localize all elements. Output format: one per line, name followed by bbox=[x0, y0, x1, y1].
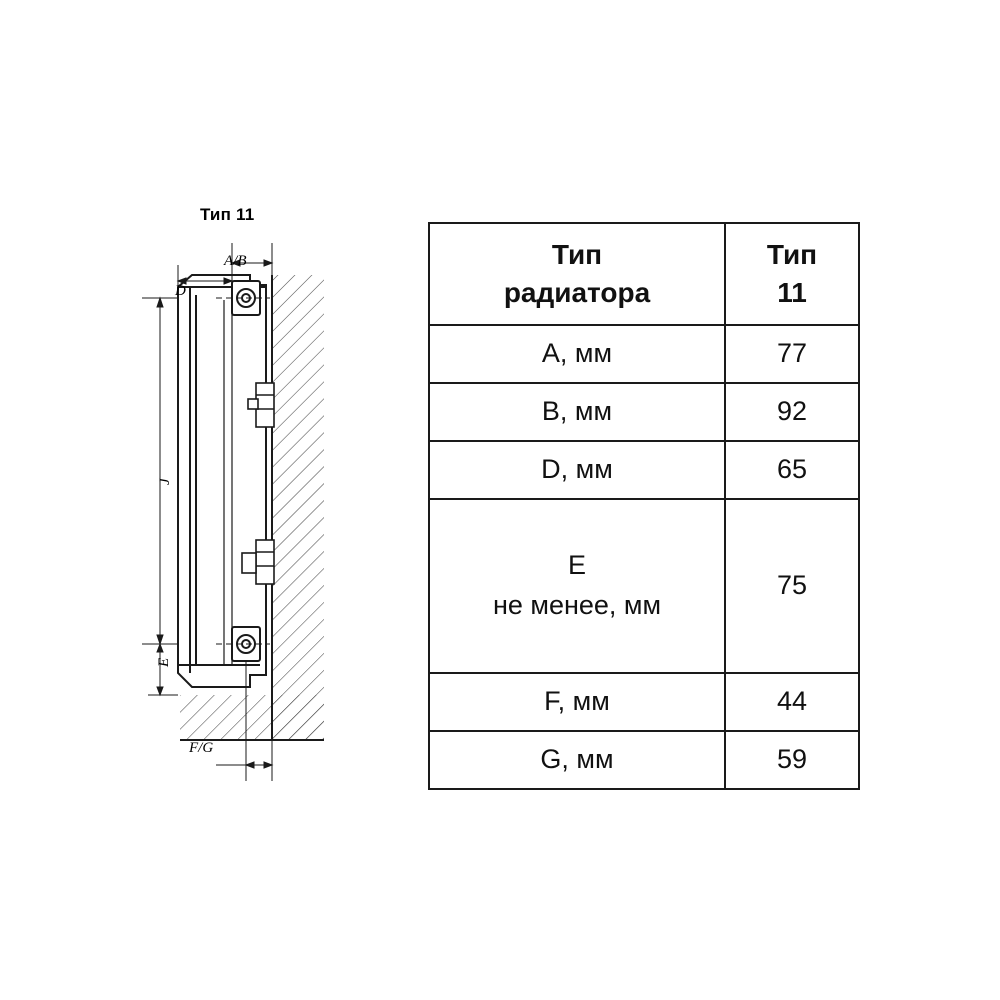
dimension-label-e: E bbox=[156, 657, 172, 667]
row-value-b: 92 bbox=[725, 383, 859, 441]
header-line1: Тип bbox=[551, 239, 603, 270]
table-row bbox=[429, 325, 859, 383]
row-label-e-line2: не менее, мм bbox=[492, 589, 662, 620]
row-label-d: D, мм bbox=[429, 441, 725, 499]
row-label-e bbox=[429, 499, 725, 673]
table-row bbox=[429, 441, 859, 499]
dimension-label-ab: A/B bbox=[224, 253, 247, 269]
table-row bbox=[429, 731, 859, 789]
radiator-drawing-svg bbox=[120, 195, 420, 805]
row-label-f: F, мм bbox=[429, 673, 725, 731]
row-value-g: 59 bbox=[725, 731, 859, 789]
row-value-d: 65 bbox=[725, 441, 859, 499]
radiator-body bbox=[178, 275, 266, 687]
header-value-line1: Тип bbox=[766, 239, 818, 270]
header-line2: радиатора bbox=[503, 276, 651, 308]
table-row bbox=[429, 499, 859, 673]
dimension-label-j: J bbox=[157, 478, 173, 485]
row-value-a: 77 bbox=[725, 325, 859, 383]
specification-table bbox=[428, 222, 860, 790]
row-label-g: G, мм bbox=[429, 731, 725, 789]
row-label-a: A, мм bbox=[429, 325, 725, 383]
dimension-label-d: D bbox=[175, 283, 186, 299]
table-header-row bbox=[429, 223, 859, 325]
drawing-type-caption: Тип 11 bbox=[200, 205, 255, 224]
header-cell-type-11 bbox=[725, 223, 859, 325]
table-row bbox=[429, 383, 859, 441]
radiator-side-view-drawing bbox=[120, 195, 420, 805]
row-value-e: 75 bbox=[725, 499, 859, 673]
dimension-label-fg: F/G bbox=[189, 740, 214, 756]
table-row bbox=[429, 673, 859, 731]
row-label-e-line1: E bbox=[567, 550, 586, 581]
row-value-f: 44 bbox=[725, 673, 859, 731]
row-label-b: B, мм bbox=[429, 383, 725, 441]
header-value-line2: 11 bbox=[777, 276, 807, 308]
header-cell-type-radiator bbox=[429, 223, 725, 325]
